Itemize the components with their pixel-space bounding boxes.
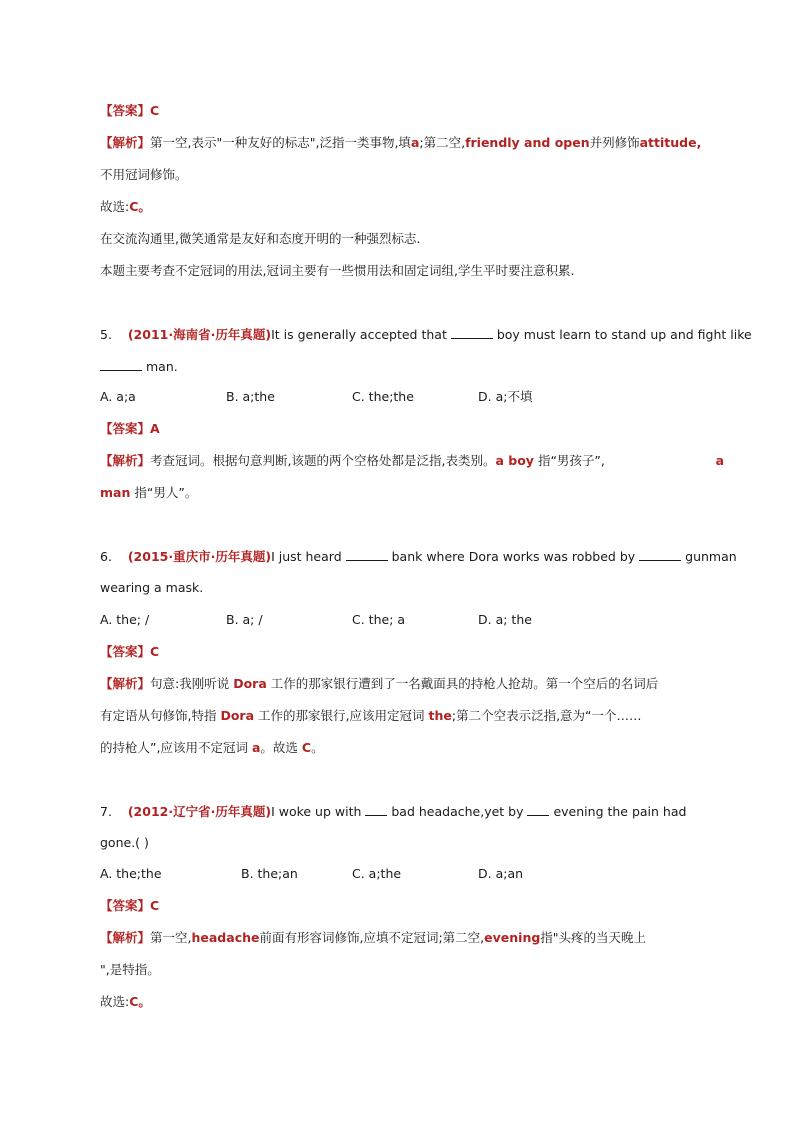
q5-explanation-line-1: 【解析】考查冠词。根据句意判断,该题的两个空格处都是泛指,表类别。a boy 指“男孩子”, a bbox=[100, 453, 724, 468]
option-a: A. a;a bbox=[100, 389, 136, 404]
explanation-tag: 【解析】 bbox=[100, 930, 151, 945]
q6-explanation-line-3: 的持枪人”,应该用不定冠词 a。故选 C。 bbox=[100, 740, 324, 755]
answer-value: A bbox=[150, 421, 160, 436]
blank-2 bbox=[639, 548, 681, 561]
question-source: (2011·海南省·历年真题) bbox=[127, 327, 272, 342]
q6-explanation-line-2: 有定语从句修饰,特指 Dora 工作的那家银行,应该用定冠词 the;第二个空表示泛指,意为“一个…… bbox=[100, 708, 642, 723]
option-b: B. a;the bbox=[226, 389, 275, 404]
q4-summary: 本题主要考查不定冠词的用法,冠词主要有一些惯用法和固定词组,学生平时要注意积累. bbox=[100, 263, 575, 278]
q7-stem-line-2: gone.( ) bbox=[100, 835, 149, 850]
q7-choose-line: 故选:C。 bbox=[100, 994, 151, 1009]
q7-explanation-line-1: 【解析】第一空,headache前面有形容词修饰,应填不定冠词;第二空,evening指"头疼的当天晚上 bbox=[100, 930, 647, 945]
q4-translation: 在交流沟通里,微笑通常是友好和态度开明的一种强烈标志. bbox=[100, 231, 421, 246]
q6-answer-line bbox=[100, 644, 724, 660]
answer-tag: 【答案】 bbox=[100, 103, 151, 118]
blank-2 bbox=[527, 803, 549, 816]
question-source: (2015·重庆市·历年真题) bbox=[127, 549, 272, 564]
option-d: D. a; the bbox=[478, 612, 532, 627]
blank-1 bbox=[365, 803, 387, 816]
q7-explanation-line-2: ",是特指。 bbox=[100, 962, 160, 977]
q7-stem-line-1: 7. (2012·辽宁省·历年真题)I woke up with bad headache,yet by evening the pain had bbox=[100, 804, 687, 819]
q4-answer-line bbox=[100, 103, 724, 119]
option-c: C. the; a bbox=[352, 612, 406, 627]
blank-2 bbox=[100, 358, 142, 371]
answer-tag: 【答案】 bbox=[100, 898, 151, 913]
option-b: B. the;an bbox=[241, 866, 298, 881]
q7-answer-line bbox=[100, 898, 724, 914]
answer-tag: 【答案】 bbox=[100, 644, 151, 659]
q5-stem-line-2: man. bbox=[100, 358, 724, 375]
q5-explanation-line-2: man 指“男人”。 bbox=[100, 485, 198, 500]
option-a: A. the; / bbox=[100, 612, 150, 627]
explanation-tag: 【解析】 bbox=[100, 676, 151, 691]
question-number: 6. bbox=[100, 549, 112, 564]
answer-value: C bbox=[150, 898, 160, 913]
blank-1 bbox=[346, 548, 388, 561]
answer-value: C bbox=[150, 103, 160, 118]
option-c: C. the;the bbox=[352, 389, 414, 404]
question-source: (2012·辽宁省·历年真题) bbox=[127, 804, 272, 819]
option-d: D. a;an bbox=[478, 866, 524, 881]
option-c: C. a;the bbox=[352, 866, 402, 881]
q4-explanation-line-1: 【解析】第一空,表示"一种友好的标志",泛指一类事物,填a;第二空,friendly and open并列修饰attitude, bbox=[100, 135, 702, 150]
option-b: B. a; / bbox=[226, 612, 263, 627]
blank-1 bbox=[451, 326, 493, 339]
q6-stem-line-2: wearing a mask. bbox=[100, 580, 204, 595]
q5-stem-line-1: 5. (2011·海南省·历年真题)It is generally accepted that boy must learn to stand up and fight like bbox=[100, 327, 752, 342]
q6-stem-line-1: 6. (2015·重庆市·历年真题)I just heard bank where Dora works was robbed by gunman bbox=[100, 549, 737, 564]
option-d: D. a;不填 bbox=[478, 389, 533, 404]
q5-answer-line bbox=[100, 421, 724, 437]
explanation-tag: 【解析】 bbox=[100, 453, 151, 468]
answer-tag: 【答案】 bbox=[100, 421, 151, 436]
question-number: 5. bbox=[100, 327, 112, 342]
option-a: A. the;the bbox=[100, 866, 162, 881]
q4-choose-line: 故选:C。 bbox=[100, 199, 151, 214]
explanation-tag: 【解析】 bbox=[100, 135, 151, 150]
q4-explanation-line-2: 不用冠词修饰。 bbox=[100, 167, 188, 182]
q6-explanation-line-1: 【解析】句意:我刚听说 Dora 工作的那家银行遭到了一名戴面具的持枪人抢劫。第一个空后的名词后 bbox=[100, 676, 659, 691]
question-number: 7. bbox=[100, 804, 112, 819]
answer-value: C bbox=[150, 644, 160, 659]
